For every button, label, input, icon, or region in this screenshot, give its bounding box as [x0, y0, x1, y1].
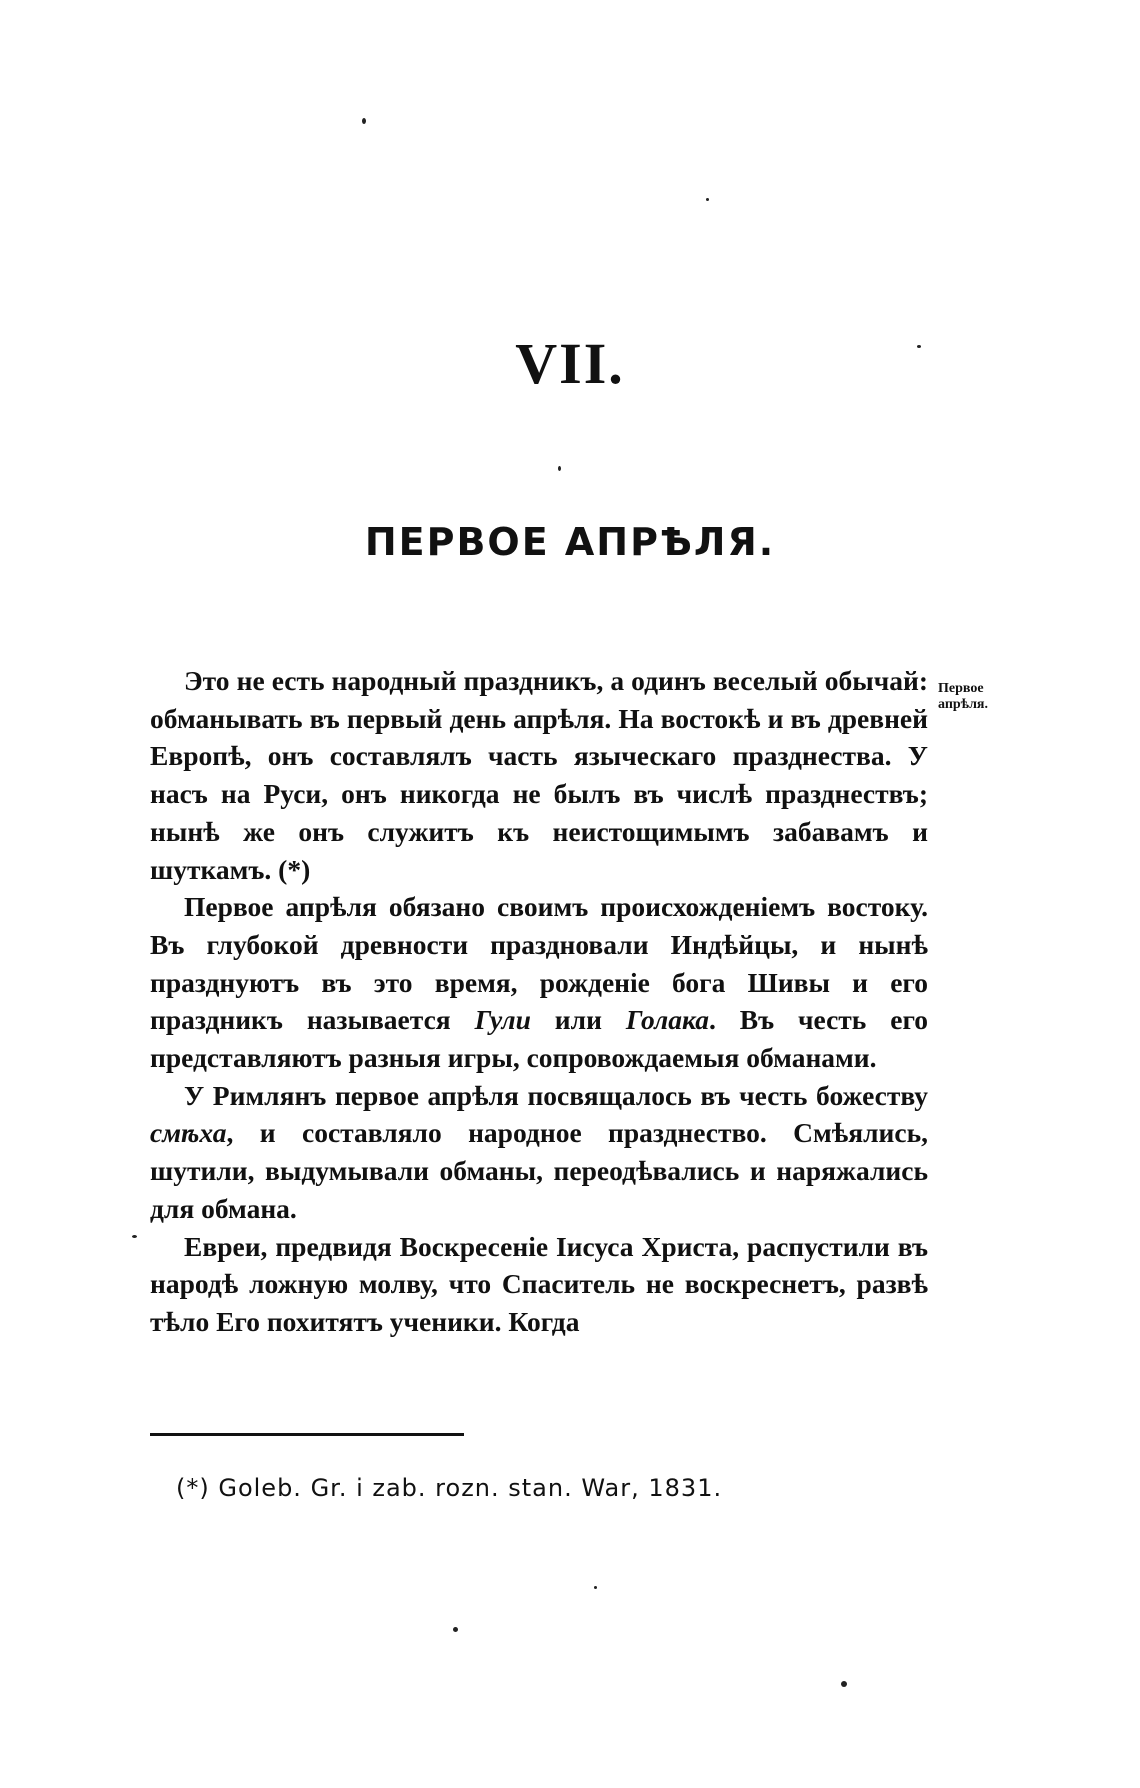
footnote: (*) Goleb. Gr. i zab. rozn. stan. War, 1831. — [176, 1474, 723, 1502]
body-text — [150, 662, 928, 1341]
text-segment: или — [530, 1004, 626, 1036]
text-segment: Это не есть народный праздникъ, а одинъ веселый обычай: обманывать въ первый день апрѣля. На востокѣ и въ древней Европѣ, онъ составлялъ часть языческаго празднества. У насъ на Руси, онъ никогда не былъ въ числѣ празднествъ; нынѣ же онъ служитъ къ неистощимымъ забавамъ и шуткамъ. (*) — [150, 665, 928, 885]
paragraph — [150, 662, 928, 888]
scan-speck — [132, 1235, 137, 1238]
text-segment: . Въ честь его представляютъ разныя игры, сопровождаемыя обманами. — [150, 1004, 928, 1074]
italic-term: Гули — [474, 1004, 531, 1036]
paragraph — [150, 1228, 928, 1341]
scan-speck — [362, 118, 366, 124]
text-segment: Евреи, предвидя Воскресеніе Іисуса Христа, распустили въ народѣ ложную молву, что Спаситель не воскреснетъ, развѣ тѣло Его похитятъ ученики. Когда — [150, 1230, 928, 1337]
chapter-title: ПЕРВОЕ АПРѢЛЯ. — [364, 520, 776, 564]
scan-speck — [706, 198, 709, 201]
scan-speck — [558, 466, 561, 471]
italic-term: Голака — [625, 1004, 709, 1036]
italic-term: смѣха — [150, 1117, 227, 1149]
scan-speck — [453, 1627, 458, 1632]
text-segment: , и составляло народное празднество. Смѣялись, шутили, выдумывали обманы, переодѣвались и наряжались для обмана. — [150, 1117, 928, 1224]
scan-speck — [841, 1681, 847, 1687]
scan-speck — [594, 1586, 597, 1589]
marginal-note: Первое апрѣля. — [938, 681, 988, 712]
footnote-separator — [150, 1433, 464, 1436]
text-segment: Первое апрѣля обязано своимъ происхожденіемъ востоку. Въ глубокой древности праздновали Индѣйцы, и нынѣ празднуютъ въ это время, рожденіе бога Шивы и его праздникъ называется — [150, 891, 928, 1036]
paragraph — [150, 888, 928, 1077]
scan-speck — [917, 345, 921, 348]
paragraph — [150, 1077, 928, 1228]
chapter-number: VII. — [515, 331, 625, 396]
text-segment: У Римлянъ первое апрѣля посвящалось въ честь божеству — [184, 1079, 928, 1111]
